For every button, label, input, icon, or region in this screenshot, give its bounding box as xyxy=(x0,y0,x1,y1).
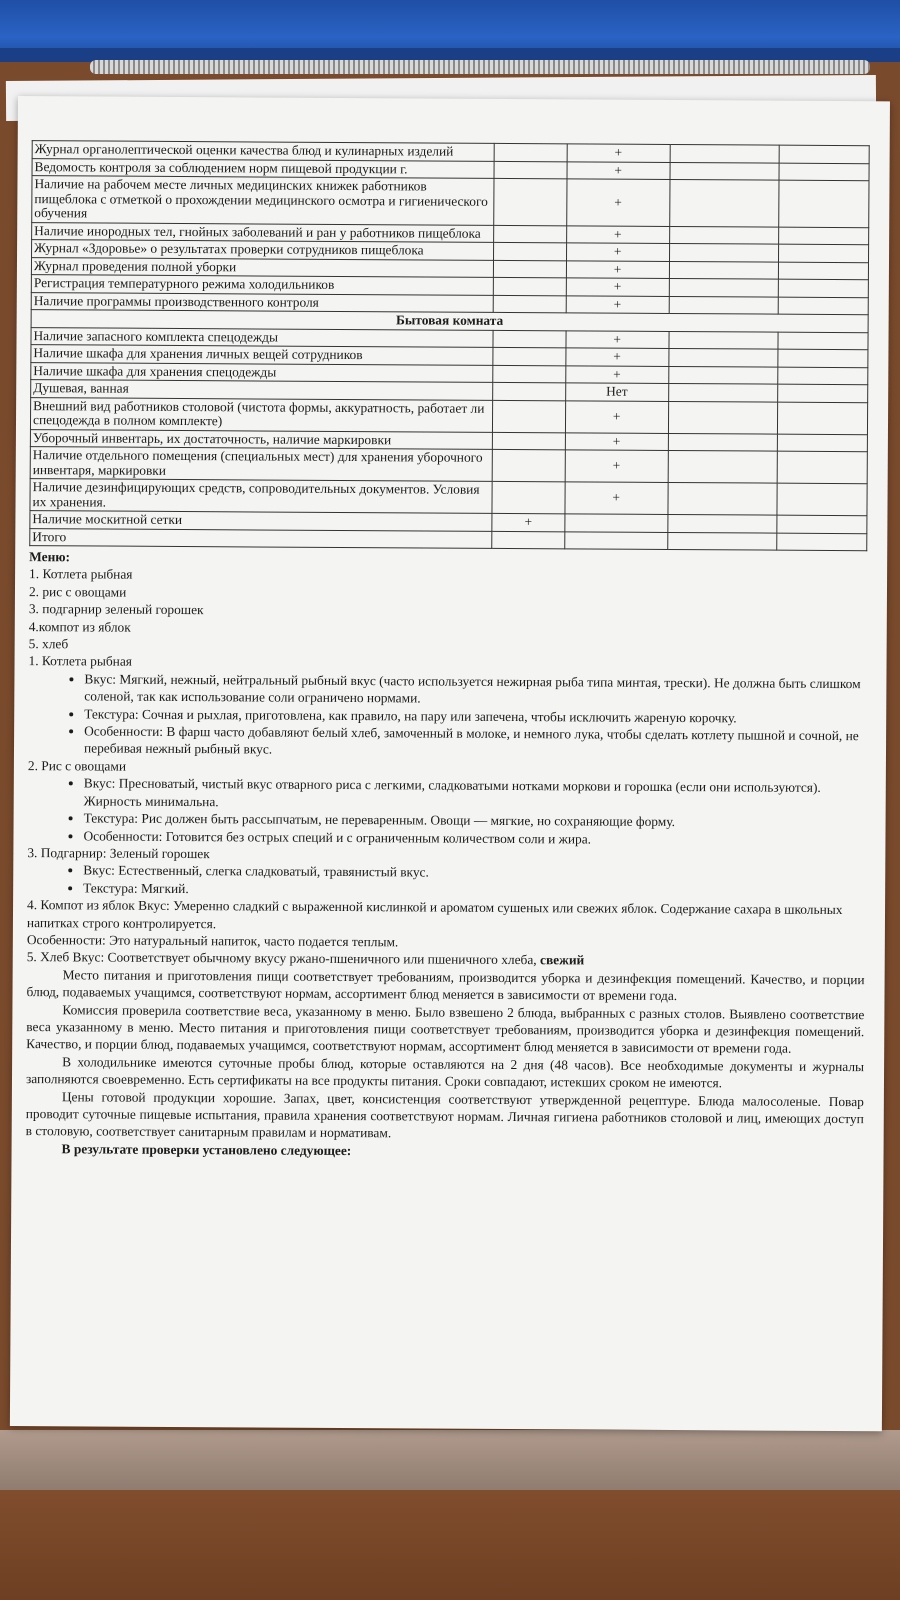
row-cell xyxy=(669,226,779,244)
row-cell xyxy=(777,515,867,533)
row-label: Наличие запасного комплекта спецодежды xyxy=(31,327,493,347)
row-label: Регистрация температурного режима холодильников xyxy=(31,275,493,295)
row-cell xyxy=(492,531,565,549)
row-cell xyxy=(779,279,869,297)
row-mark: + xyxy=(566,243,669,261)
row-mark: + xyxy=(492,513,565,531)
row-cell xyxy=(779,145,869,163)
row-mark: + xyxy=(566,330,669,348)
dish-bullet: • Текстура: Мягкий. xyxy=(83,879,865,901)
table-row xyxy=(30,479,867,516)
row-cell xyxy=(670,162,780,180)
row-cell xyxy=(777,533,867,551)
row-cell xyxy=(493,330,566,348)
section-title: Бытовая комната xyxy=(31,310,868,333)
table-row-total xyxy=(30,528,867,551)
menu-item: 2. рис с овощами xyxy=(28,583,127,600)
row-label: Наличие программы производственного контроля xyxy=(31,292,493,312)
dish-title: 1. Котлета рыбная xyxy=(28,653,132,670)
row-mark: + xyxy=(565,400,668,433)
row-cell xyxy=(669,243,779,261)
row-cell xyxy=(778,434,868,452)
paragraph: Комиссия проверила соответствие веса, указанному в меню. Было взвешено 2 блюда, выбранных с разных столов. Выявлено соответствие веса указанному в меню. Место питания и приготовления пищи соответствует требованиям, производится уборка и дезинфекция помещений. Качество, и порции блюд, подаваемых учащимся, соответствуют нормам, ассортимент блюд меняется в зависимости от времени года. xyxy=(26,1001,865,1057)
row-cell xyxy=(668,348,778,366)
dish-title: 2. Рис с овощами xyxy=(27,757,127,774)
row-cell xyxy=(565,531,668,549)
row-cell xyxy=(668,482,778,515)
row-mark: + xyxy=(566,225,669,243)
dish-bullets xyxy=(27,861,865,901)
document-content xyxy=(26,140,870,1162)
document-page xyxy=(10,96,890,1431)
row-mark: + xyxy=(566,348,669,366)
desk-surface xyxy=(0,1430,900,1600)
dish-bullets xyxy=(27,774,865,849)
row-cell xyxy=(777,451,867,484)
row-label: Наличие отдельного помещения (специальных мест) для хранения уборочного инвентаря, маркировки xyxy=(30,447,492,482)
row-cell xyxy=(667,514,777,532)
row-label: Наличие шкафа для хранения спецодежды xyxy=(31,362,493,382)
row-label: Наличие шкафа для хранения личных вещей сотрудников xyxy=(31,345,493,365)
dish-text: 4. Компот из яблок Вкус: Умеренно сладкий с выраженной кислинкой и ароматом сушеных или свежих яблок. Содержание сахара в школьных напитках строго контролируется. xyxy=(26,897,843,931)
menu-item: 3. подгарнир зеленый горошек xyxy=(28,601,204,618)
menu-section xyxy=(26,548,868,1162)
row-cell xyxy=(668,450,778,483)
table-row xyxy=(30,447,867,484)
menu-heading: Меню: xyxy=(29,549,71,565)
row-cell xyxy=(669,179,779,226)
row-label: Журнал «Здоровье» о результатах проверки сотрудников пищеблока xyxy=(32,240,494,260)
menu-item: 5. хлеб xyxy=(28,636,69,652)
row-mark: + xyxy=(567,144,670,162)
row-cell xyxy=(778,297,868,315)
row-mark: + xyxy=(566,278,669,296)
dish-bullet: • Вкус: Пресноватый, чистый вкус отварного риса с легкими, сладковатыми нотками моркови и горошка (если они используются). Жирность минимальна. xyxy=(84,775,866,815)
row-cell xyxy=(493,277,566,295)
row-cell xyxy=(494,225,567,243)
row-cell xyxy=(493,295,566,313)
row-mark: + xyxy=(566,260,669,278)
blue-folder-background xyxy=(0,0,900,62)
row-cell xyxy=(779,227,869,245)
row-cell xyxy=(779,180,869,227)
row-label: Внешний вид работников столовой (чистота формы, аккуратность, работает ли спецодежда в полном комплекте) xyxy=(30,397,492,432)
inspection-table xyxy=(29,140,869,551)
row-cell xyxy=(493,365,566,383)
row-cell xyxy=(565,514,668,532)
row-cell xyxy=(494,161,567,179)
row-mark: + xyxy=(567,179,670,226)
table-row xyxy=(32,176,869,228)
row-cell xyxy=(492,432,565,450)
row-label: Ведомость контроля за соблюдением норм пищевой продукции г. xyxy=(32,158,494,178)
row-cell xyxy=(668,401,778,434)
row-mark: + xyxy=(567,161,670,179)
paragraph: Цены готовой продукции хорошие. Запах, цвет, консистенция соответствуют утвержденной рецептуре. Блюда малосоленые. Повар проводит суточные пищевые испытания, правила хранения соответствуют нормам. Личная гигиена работников столовой и лиц, имеющих доступ в столовую, соответствует санитарным правилам и нормативам. xyxy=(25,1088,864,1141)
row-cell xyxy=(779,244,869,262)
row-cell xyxy=(669,278,779,296)
row-cell xyxy=(492,400,565,432)
row-label: Журнал проведения полной уборки xyxy=(31,257,493,277)
dish-note: Особенности: Это натуральный напиток, часто подается теплым. xyxy=(26,932,399,950)
dish-bullet: • Текстура: Сочная и рыхлая, приготовлена, как правило, на пару или запечена, чтобы исключить жареную корочку. xyxy=(84,705,866,727)
row-cell xyxy=(494,143,567,161)
row-label: Уборочный инвентарь, их достаточность, наличие маркировки xyxy=(30,429,492,449)
row-label: Итого xyxy=(30,528,492,548)
row-cell xyxy=(778,349,868,367)
row-cell xyxy=(492,449,565,481)
dish-bullets xyxy=(28,670,867,762)
dish-bullet: • Особенности: В фарш часто добавляют белый хлеб, замоченный в молоке, и немного лука, чтобы сделать котлету пышной и сочной, не перебивая нежный рыбный вкус. xyxy=(84,722,866,762)
dish-bullet: • Текстура: Рис должен быть рассыпчатым, не переваренным. Овощи — мягкие, но сохраняющие форму. xyxy=(84,810,866,832)
dish5-text: 5. Хлеб Вкус: Соответствует обычному вкусу ржано-пшеничного или пшеничного хлеба, xyxy=(26,949,537,968)
row-label: Душевая, ванная xyxy=(31,380,493,400)
table-row xyxy=(30,397,867,434)
row-mark: + xyxy=(566,365,669,383)
row-cell xyxy=(668,366,778,384)
row-cell xyxy=(668,433,778,451)
row-cell xyxy=(668,383,778,401)
dish-bullet: • Особенности: Готовится без острых специй и с ограниченным количеством соли и жира. xyxy=(83,827,865,849)
paragraph: Место питания и приготовления пищи соответствует требованиям, производится уборка и дезинфекция помещений. Качество, и порции блюд, подаваемых учащимся, соответствуют нормам, ассортимент блюд меняется в зависимости от времени года. xyxy=(26,967,865,1004)
row-cell xyxy=(493,347,566,365)
dish-title: 3. Подгарнир: Зеленый горошек xyxy=(27,844,210,862)
menu-item: 1. Котлета рыбная xyxy=(29,566,133,583)
row-mark: Нет xyxy=(565,383,668,401)
paragraph: В холодильнике имеются суточные пробы блюд, которые оставляются на 2 дня (48 часов). Все необходимые документы и журналы заполняются своевременно. Есть сертификаты на все продукты питания. Сроки совпадают, истекших сроком не имеются. xyxy=(25,1054,865,1091)
row-mark: + xyxy=(565,482,668,515)
row-cell xyxy=(669,296,779,314)
row-cell xyxy=(494,178,567,225)
row-cell xyxy=(777,483,867,516)
row-cell xyxy=(670,144,780,162)
row-cell xyxy=(669,331,779,349)
conclusion-heading: В результате проверки установлено следующее: xyxy=(61,1141,352,1158)
binder-spiral xyxy=(90,60,870,74)
row-mark: + xyxy=(565,432,668,450)
row-label: Наличие москитной сетки xyxy=(30,511,492,531)
row-cell xyxy=(667,532,777,550)
row-cell xyxy=(778,367,868,385)
row-label: Наличие на рабочем месте личных медицинских книжек работников пищеблока с отметкой о прохождении медицинского осмотра и гигиенического обучения xyxy=(32,176,494,225)
row-cell xyxy=(493,382,566,400)
row-label: Журнал органолептической оценки качества блюд и кулинарных изделий xyxy=(32,141,494,161)
row-label: Наличие дезинфицирующих средств, сопроводительных документов. Условия их хранения. xyxy=(30,479,492,514)
row-label: Наличие инородных тел, гнойных заболеваний и ран у работников пищеблока xyxy=(32,222,494,242)
row-cell xyxy=(779,262,869,280)
row-cell xyxy=(492,481,565,513)
row-cell xyxy=(779,163,869,181)
dish-bullet: • Вкус: Естественный, слегка сладковатый, травянистый вкус. xyxy=(83,862,865,884)
row-cell xyxy=(778,332,868,350)
row-cell xyxy=(669,261,779,279)
dish5-bold: свежий xyxy=(539,952,585,968)
row-mark: + xyxy=(565,450,668,483)
row-cell xyxy=(778,402,868,435)
row-cell xyxy=(778,384,868,402)
row-mark: + xyxy=(566,295,669,313)
dish-bullet: • Вкус: Мягкий, нежный, нейтральный рыбный вкус (часто используется нежирная рыба типа минтая, трески). Не должна быть слишком соленой, так как использование соли ограничено нормами. xyxy=(84,670,866,710)
menu-item: 4.компот из яблок xyxy=(28,618,131,635)
row-cell xyxy=(493,242,566,260)
row-cell xyxy=(493,260,566,278)
